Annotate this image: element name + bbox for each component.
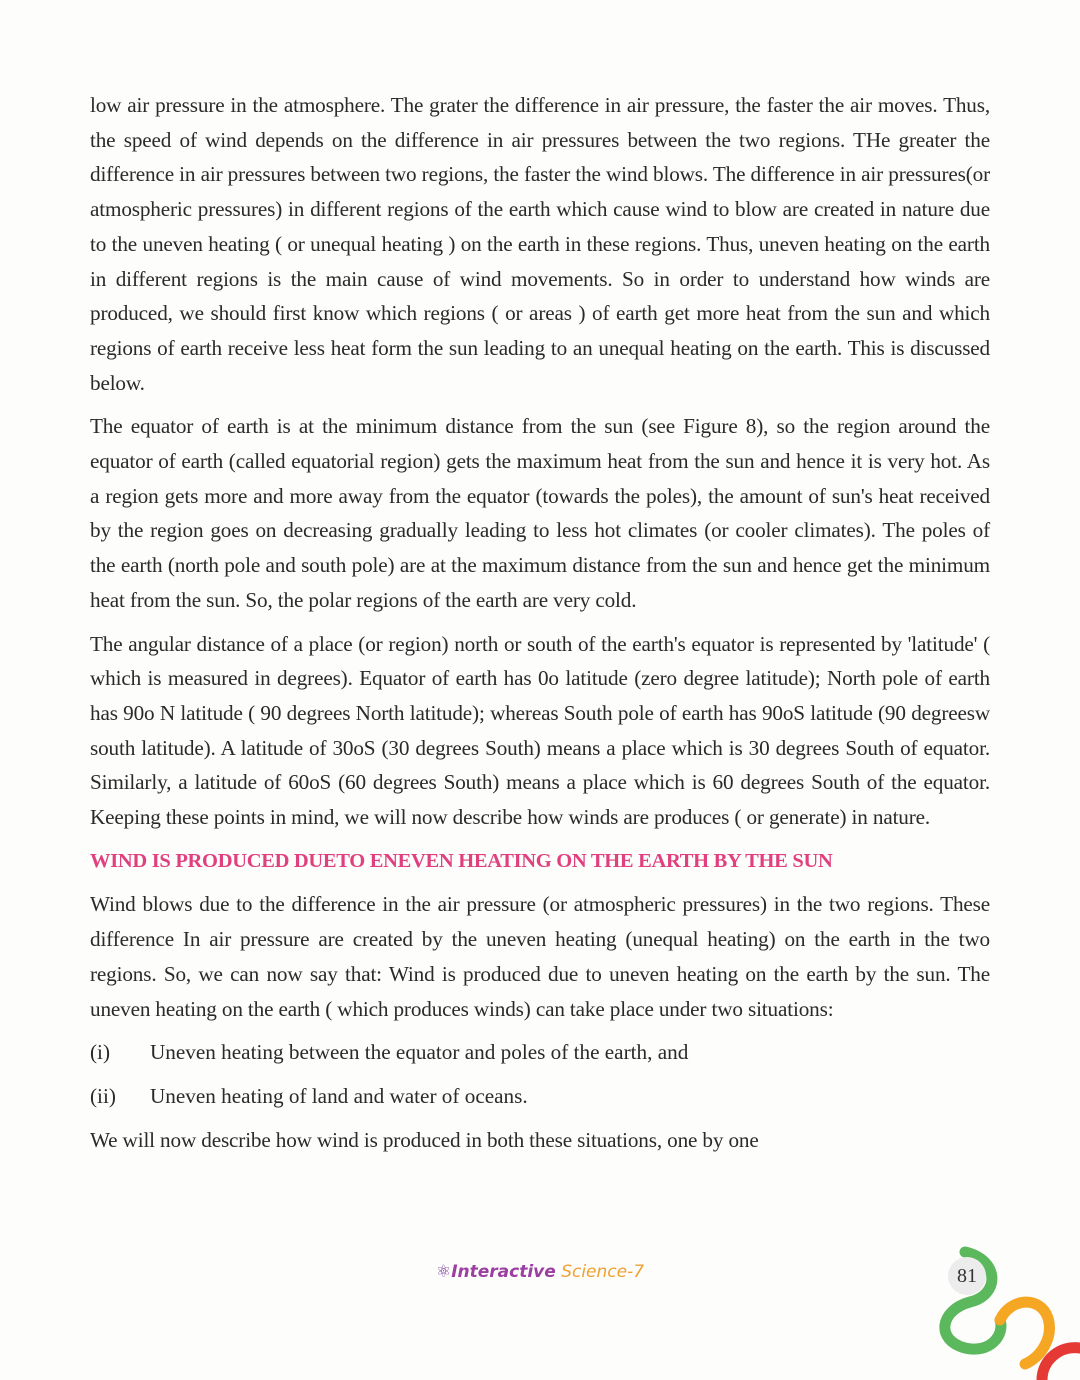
list-number: (ii) (90, 1083, 116, 1108)
list-text: Uneven heating of land and water of oceans. (150, 1083, 528, 1108)
page-number: 81 (948, 1257, 986, 1295)
footer-branding (0, 1262, 1080, 1282)
list-item (90, 1035, 990, 1070)
subject-name: Science-7 (561, 1262, 645, 1282)
brand-name: Interactive (451, 1262, 556, 1282)
list-number: (i) (90, 1040, 110, 1065)
section-heading: WIND IS PRODUCED DUETO ENEVEN HEATING ON THE EARTH BY THE SUN (90, 849, 833, 872)
decorative-swirl-icon (930, 1240, 1080, 1380)
list-text: Uneven heating between the equator and poles of the earth, and (150, 1040, 689, 1065)
paragraph-equator: The equator of earth is at the minimum distance from the sun (see Figure 8), so the region around the equator of earth (called equatorial region) gets the maximum heat from the sun and hence it is very hot. As a region gets more and more away from the equator (towards the poles), the amount of sun's heat received by the region goes on decreasing gradually leading to less hot climates (or cooler climates). The poles of the earth (north pole and south pole) are at the maximum distance from the sun and hence get the minimum heat from the sun. So, the polar regions of the earth are very cold. (90, 414, 990, 612)
page-body (90, 88, 990, 1166)
list-item (90, 1079, 990, 1114)
closing-sentence: We will now describe how wind is produced in both these situations, one by one (90, 1127, 759, 1152)
paragraph-latitude: The angular distance of a place (or region) north or south of the earth's equator is represented by 'latitude' ( which is measured in degrees). Equator of earth has 0o latitude (zero degree latitude); North pole of earth has 90o N latitude ( 90 degrees North latitude); whereas South pole of earth has 90oS latitude (90 degreesw south latitude). A latitude of 30oS (30 degrees South) means a place which is 30 degrees South of equator. Similarly, a latitude of 60oS (60 degrees South) means a place which is 60 degrees South of the equator. Keeping these points in mind, we will now describe how winds are produces ( or generate) in nature. (90, 631, 990, 830)
paragraph-air-pressure: low air pressure in the atmosphere. The grater the difference in air pressure, the faster the air moves. Thus, the speed of wind depends on the difference in air pressures between the two regions. THe greater the difference in air pressures between two regions, the faster the wind blows. The difference in air pressures(or atmospheric pressures) in different regions of the earth which cause wind to blow are created in nature due to the uneven heating ( or unequal heating ) on the earth in these regions. Thus, uneven heating on the earth in different regions is the main cause of wind movements. So in order to understand how winds are produced, we should first know which regions ( or areas ) of earth get more heat from the sun and which regions of earth receive less heat form the sun leading to an unequal heating on the earth. This is discussed below. (90, 93, 990, 395)
paragraph-wind-blows: Wind blows due to the difference in the air pressure (or atmospheric pressures) in the two regions. These difference In air pressure are created by the uneven heating (unequal heating) on the earth in the two regions. So, we can now say that: Wind is produced due to uneven heating on the earth by the sun. The uneven heating on the earth ( which produces winds) can take place under two situations: (90, 892, 990, 1021)
atom-icon: ⚛ (435, 1262, 452, 1282)
